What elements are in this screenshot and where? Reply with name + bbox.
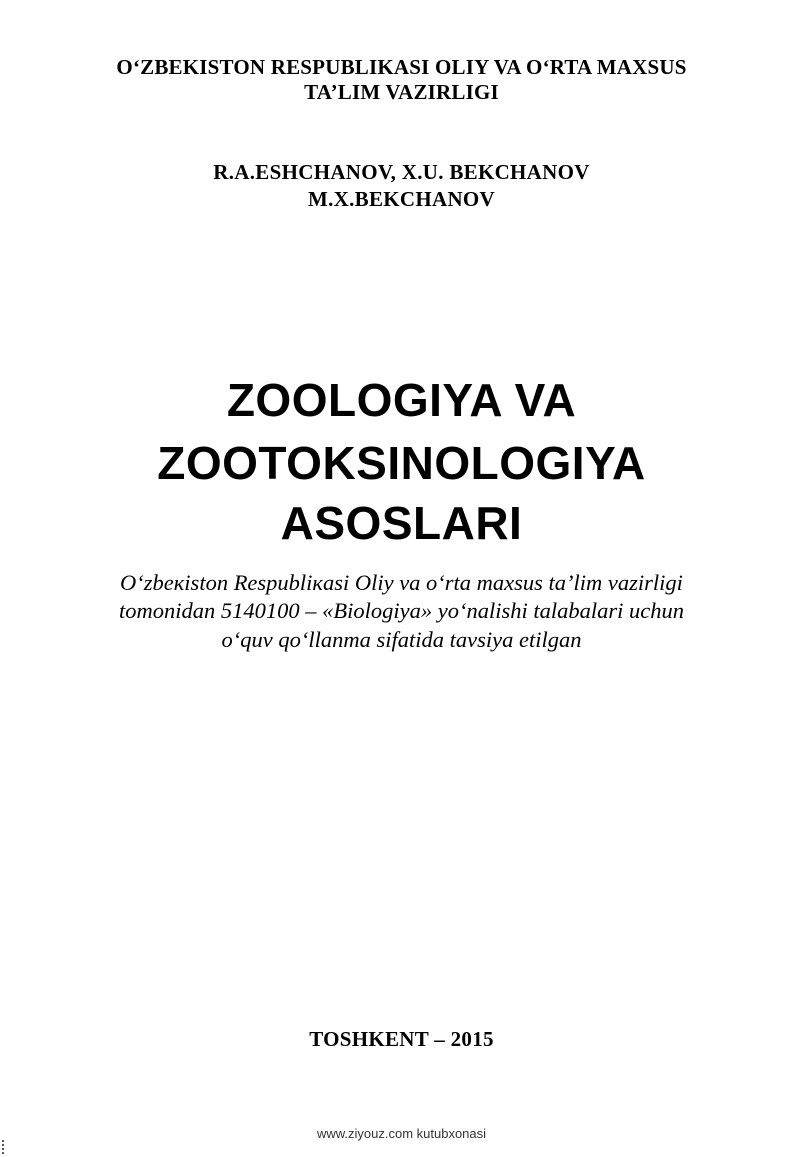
authors-line-2: M.X.BEKCHANOV — [307, 187, 496, 211]
city-year: TOSHKENT – 2015 — [309, 1027, 494, 1051]
source-watermark: www.ziyouz.com kutubxonasi — [316, 1126, 487, 1141]
approval-note-line-2: tomonidan 5140100 – «Biologiya» yo‘nalishi talabalari uchun — [119, 598, 684, 623]
scan-artifact-mark — [2, 1140, 6, 1154]
approval-note-line-3: o‘quv qo‘llanma sifatida tavsiya etilgan — [221, 627, 582, 652]
book-title-line-3: ASOSLARI — [280, 497, 523, 549]
ministry-name-line-1: O‘ZBEKISTON RESPUBLIKASI OLIY VA O‘RTA MAXSUS — [116, 55, 687, 79]
book-title-line-1: ZOOLOGIYA VA — [226, 374, 577, 426]
approval-note-line-1: O‘zbeкiston Respubliкasi Oliy va o‘rta maxsus ta’lim vazirligi — [120, 570, 683, 595]
authors-line-1: R.A.ESHCHANOV, X.U. BEKCHANOV — [213, 160, 590, 184]
book-title-line-2: ZOOTOKSINOLOGIYA — [157, 437, 646, 489]
ministry-name-line-2: TA’LIM VAZIRLIGI — [304, 80, 499, 104]
